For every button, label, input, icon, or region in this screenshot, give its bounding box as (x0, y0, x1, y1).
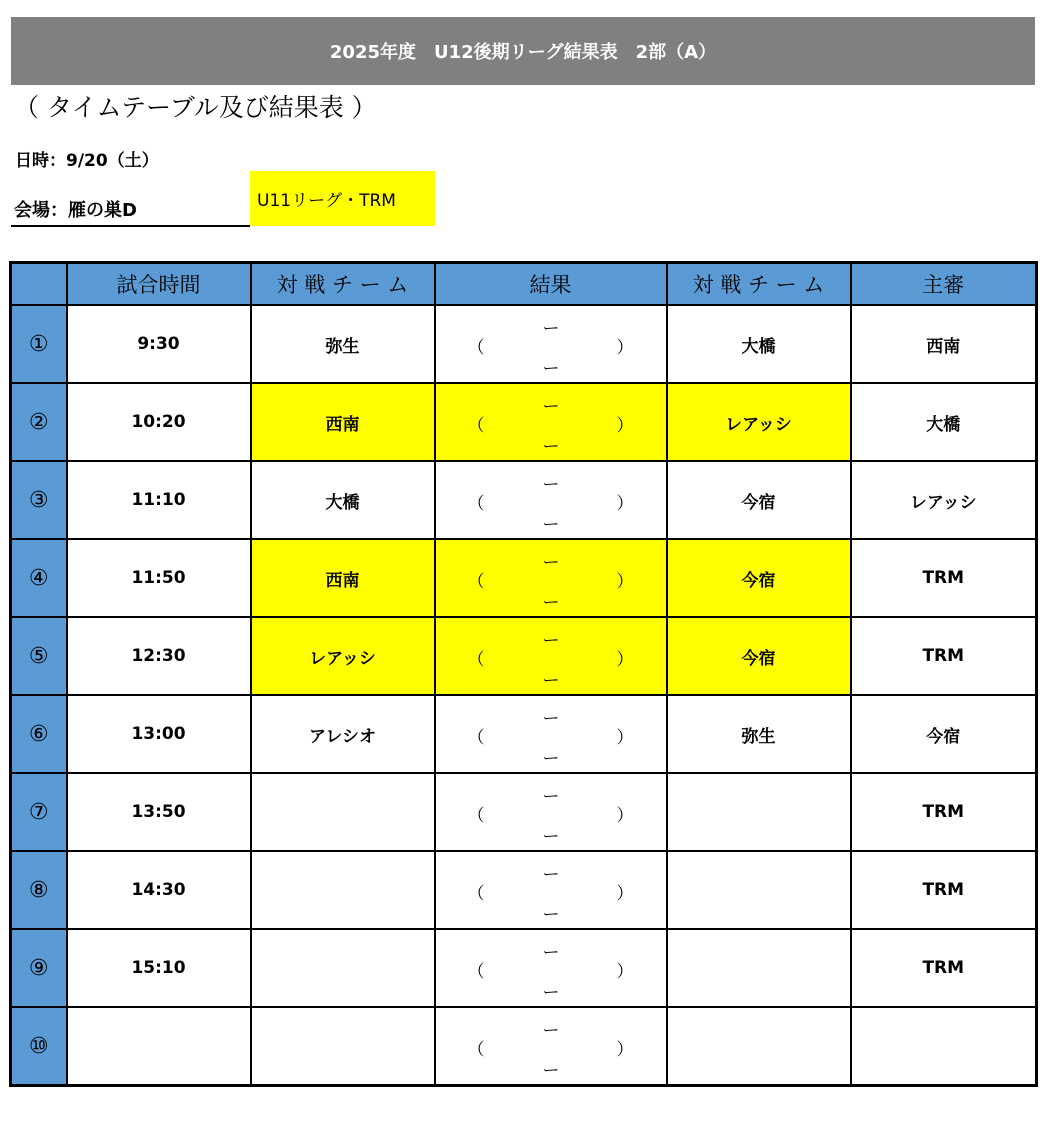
team-1: 西南 (251, 539, 435, 617)
score-box (436, 930, 666, 1006)
referee: 今宿 (851, 695, 1037, 773)
venue-underline (11, 225, 250, 227)
team-2: 今宿 (667, 617, 851, 695)
result-cell (435, 539, 667, 617)
score-dash-bottom: ー (542, 671, 560, 691)
match-time: 10:20 (67, 383, 251, 461)
match-time: 9:30 (67, 305, 251, 383)
referee: レアッシ (851, 461, 1037, 539)
result-cell (435, 305, 667, 383)
score-dash-bottom: ー (542, 359, 560, 379)
header-team-2: 対 戦 チ ー ム (667, 263, 851, 306)
team-2: 弥生 (667, 695, 851, 773)
result-cell (435, 617, 667, 695)
score-box (436, 306, 666, 382)
score-dash-top: ー (542, 319, 560, 339)
table-header-row (11, 263, 1037, 306)
team-1 (251, 1007, 435, 1086)
table-row (11, 1007, 1037, 1086)
referee: 西南 (851, 305, 1037, 383)
match-number: ⑩ (11, 1007, 67, 1086)
score-open-paren: （ (467, 650, 485, 670)
team-1: 弥生 (251, 305, 435, 383)
team-2 (667, 929, 851, 1007)
team-1 (251, 851, 435, 929)
referee: TRM (851, 773, 1037, 851)
match-number: ⑦ (11, 773, 67, 851)
date-label: 日時：9/20（土） (15, 151, 159, 171)
score-open-paren: （ (467, 572, 485, 592)
score-open-paren: （ (467, 806, 485, 826)
score-open-paren: （ (467, 728, 485, 748)
match-number: ⑥ (11, 695, 67, 773)
table-row (11, 773, 1037, 851)
score-close-paren: ） (616, 650, 634, 670)
match-number: ② (11, 383, 67, 461)
score-open-paren: （ (467, 338, 485, 358)
score-dash-top: ー (542, 709, 560, 729)
score-close-paren: ） (616, 962, 634, 982)
team-1: アレシオ (251, 695, 435, 773)
referee: TRM (851, 851, 1037, 929)
score-dash-top: ー (542, 397, 560, 417)
venue-label: 会場：雁の巣D (14, 200, 137, 221)
score-open-paren: （ (467, 416, 485, 436)
match-time (67, 1007, 251, 1086)
result-cell (435, 773, 667, 851)
table-row (11, 461, 1037, 539)
team-2 (667, 773, 851, 851)
match-number: ① (11, 305, 67, 383)
score-dash-bottom: ー (542, 905, 560, 925)
score-close-paren: ） (616, 338, 634, 358)
score-dash-bottom: ー (542, 827, 560, 847)
score-open-paren: （ (467, 1040, 485, 1060)
team-2 (667, 851, 851, 929)
referee: 大橋 (851, 383, 1037, 461)
header-referee: 主審 (851, 263, 1037, 306)
match-time: 12:30 (67, 617, 251, 695)
match-time: 13:50 (67, 773, 251, 851)
match-time: 15:10 (67, 929, 251, 1007)
score-box (436, 774, 666, 850)
header-result: 結果 (435, 263, 667, 306)
result-cell (435, 383, 667, 461)
score-close-paren: ） (616, 1040, 634, 1060)
table-row (11, 539, 1037, 617)
score-close-paren: ） (616, 416, 634, 436)
score-dash-top: ー (542, 631, 560, 651)
referee (851, 1007, 1037, 1086)
result-cell (435, 851, 667, 929)
team-1: レアッシ (251, 617, 435, 695)
team-2 (667, 1007, 851, 1086)
header-number (11, 263, 67, 306)
table-row (11, 929, 1037, 1007)
score-box (436, 462, 666, 538)
score-dash-bottom: ー (542, 749, 560, 769)
score-box (436, 540, 666, 616)
table-row (11, 305, 1037, 383)
score-close-paren: ） (616, 806, 634, 826)
table-row (11, 617, 1037, 695)
score-dash-top: ー (542, 553, 560, 573)
match-time: 13:00 (67, 695, 251, 773)
referee: TRM (851, 539, 1037, 617)
referee: TRM (851, 929, 1037, 1007)
result-cell (435, 695, 667, 773)
score-box (436, 618, 666, 694)
score-open-paren: （ (467, 962, 485, 982)
score-open-paren: （ (467, 494, 485, 514)
league-note: U11リーグ・TRM (250, 171, 435, 226)
score-dash-bottom: ー (542, 515, 560, 535)
score-dash-bottom: ー (542, 1061, 560, 1081)
score-close-paren: ） (616, 572, 634, 592)
table-row (11, 851, 1037, 929)
result-cell (435, 461, 667, 539)
score-box (436, 384, 666, 460)
score-dash-bottom: ー (542, 593, 560, 613)
team-1: 西南 (251, 383, 435, 461)
match-number: ③ (11, 461, 67, 539)
subtitle: （ タイムテーブル及び結果表 ） (14, 93, 377, 122)
score-dash-bottom: ー (542, 437, 560, 457)
score-box (436, 696, 666, 772)
score-box (436, 1008, 666, 1084)
results-table (9, 261, 1038, 1087)
score-dash-top: ー (542, 1021, 560, 1041)
score-dash-top: ー (542, 943, 560, 963)
score-box (436, 852, 666, 928)
header-team-1: 対 戦 チ ー ム (251, 263, 435, 306)
team-2: 大橋 (667, 305, 851, 383)
team-1: 大橋 (251, 461, 435, 539)
score-dash-top: ー (542, 787, 560, 807)
team-1 (251, 929, 435, 1007)
match-time: 11:50 (67, 539, 251, 617)
team-2: 今宿 (667, 461, 851, 539)
result-cell (435, 1007, 667, 1086)
referee: TRM (851, 617, 1037, 695)
score-close-paren: ） (616, 494, 634, 514)
score-close-paren: ） (616, 728, 634, 748)
score-open-paren: （ (467, 884, 485, 904)
team-1 (251, 773, 435, 851)
match-number: ⑤ (11, 617, 67, 695)
result-cell (435, 929, 667, 1007)
match-number: ⑧ (11, 851, 67, 929)
page-title: 2025年度 U12後期リーグ結果表 2部（A） (11, 17, 1035, 85)
team-2: 今宿 (667, 539, 851, 617)
score-dash-top: ー (542, 865, 560, 885)
table-row (11, 695, 1037, 773)
match-time: 11:10 (67, 461, 251, 539)
score-dash-top: ー (542, 475, 560, 495)
match-number: ④ (11, 539, 67, 617)
team-2: レアッシ (667, 383, 851, 461)
match-number: ⑨ (11, 929, 67, 1007)
table-row (11, 383, 1037, 461)
header-match-time: 試合時間 (67, 263, 251, 306)
score-dash-bottom: ー (542, 983, 560, 1003)
match-time: 14:30 (67, 851, 251, 929)
score-close-paren: ） (616, 884, 634, 904)
